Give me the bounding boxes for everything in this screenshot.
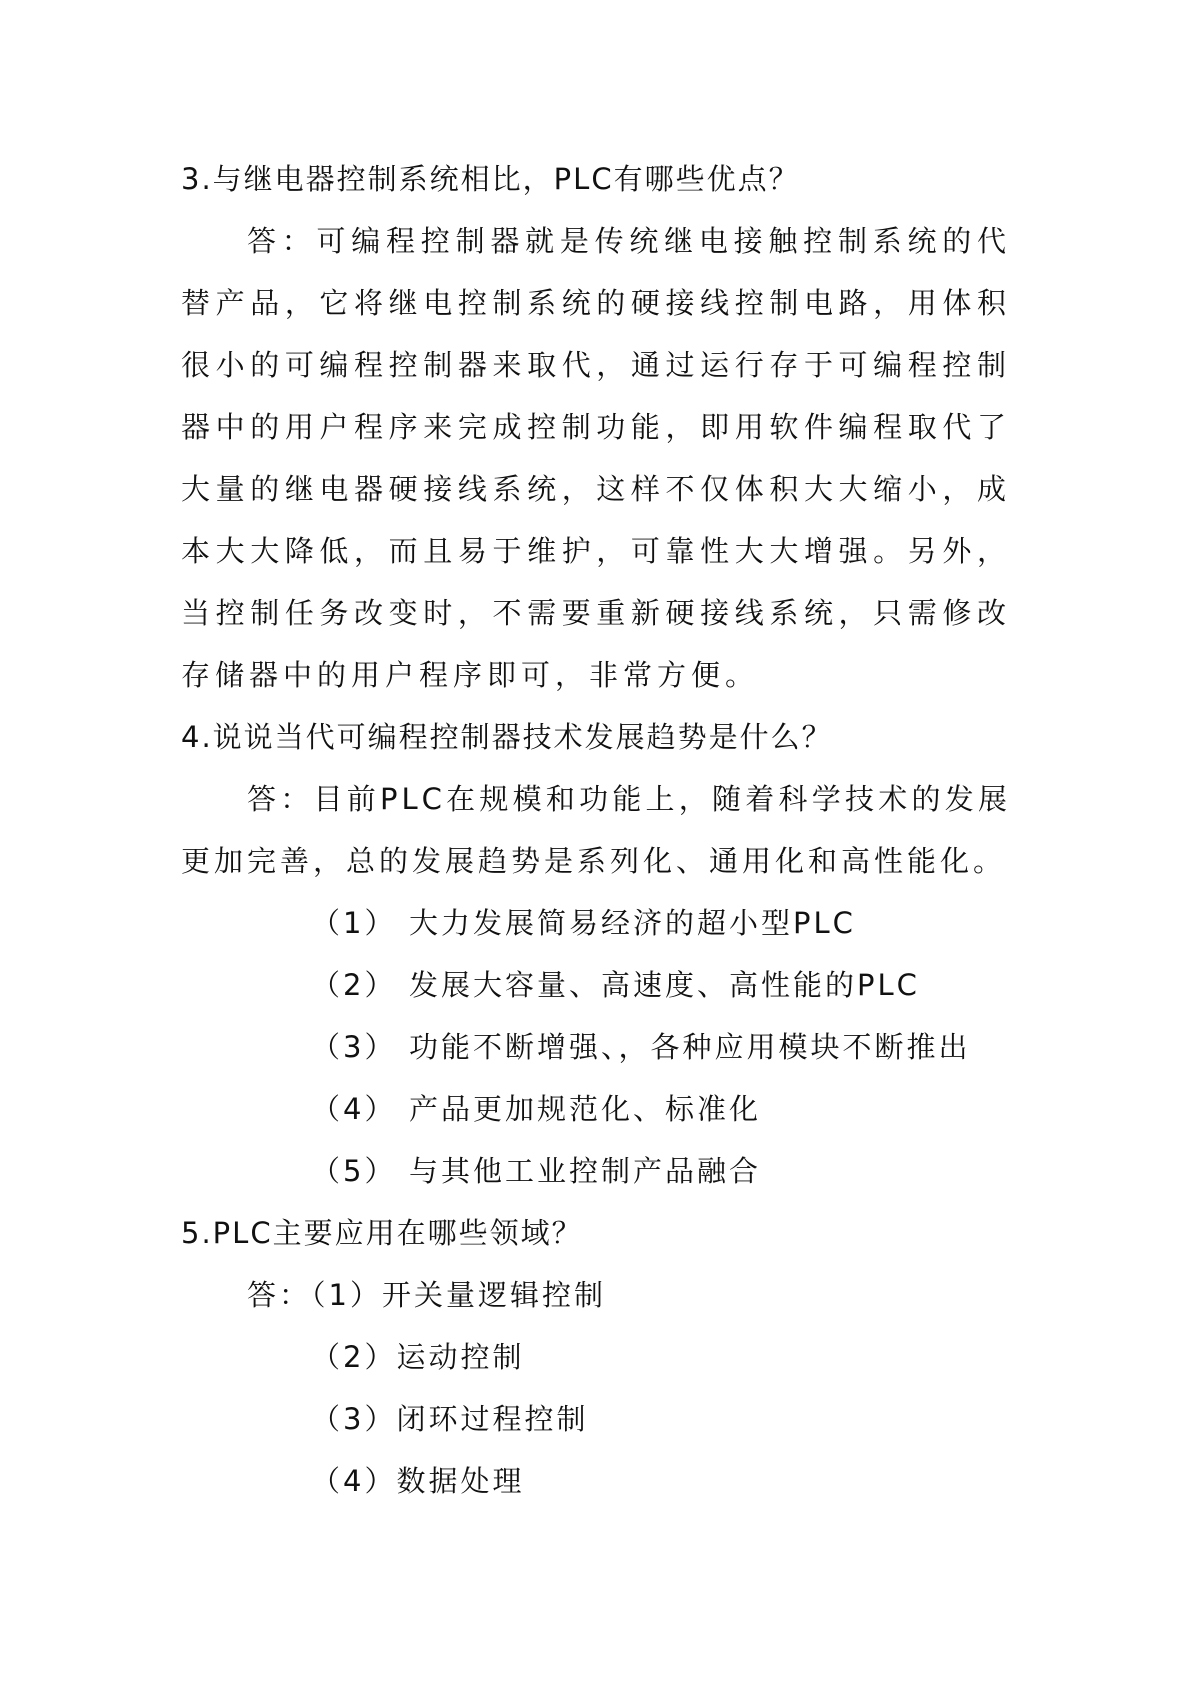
question-4: 4.说说当代可编程控制器技术发展趋势是什么？	[181, 720, 833, 754]
application-item: （4）数据处理	[311, 1464, 525, 1498]
trend-item-text: 发展大容量、高速度、高性能的PLC	[409, 968, 920, 1002]
trend-item-number: （1）	[311, 906, 397, 940]
trend-item-text: 功能不断增强、，各种应用模块不断推出	[409, 1030, 971, 1064]
trend-item-number: （5）	[311, 1154, 397, 1188]
answer-4: 答：目前PLC在规模和功能上，随着科学技术的发展更加完善，总的发展趋势是系列化、通用化和高性能化。	[181, 782, 1011, 878]
trend-item-number: （3）	[311, 1030, 397, 1064]
application-item: （2）运动控制	[311, 1340, 525, 1374]
question-3: 3.与继电器控制系统相比，PLC有哪些优点？	[181, 162, 800, 196]
question-5: 5.PLC主要应用在哪些领域？	[181, 1216, 583, 1250]
document-content	[181, 148, 1011, 1512]
trend-item-number: （2）	[311, 968, 397, 1002]
trend-item	[181, 1016, 1011, 1078]
trend-item-text: 与其他工业控制产品融合	[409, 1154, 762, 1188]
trend-item	[181, 954, 1011, 1016]
answer-3: 答：可编程控制器就是传统继电接触控制系统的代替产品，它将继电控制系统的硬接线控制电路，用体积很小的可编程控制器来取代，通过运行存于可编程控制器中的用户程序来完成控制功能，即用软件编程取代了大量的继电器硬接线系统，这样不仅体积大大缩小，成本大大降低，而且易于维护，可靠性大大增强。另外，当控制任务改变时，不需要重新硬接线系统，只需修改存储器中的用户程序即可，非常方便。	[181, 224, 1011, 692]
answer-5-first: 答：（1）开关量逻辑控制	[247, 1278, 606, 1312]
trend-item-text: 大力发展简易经济的超小型PLC	[409, 906, 856, 940]
trend-item	[181, 1140, 1011, 1202]
trend-item	[181, 1078, 1011, 1140]
trend-item-text: 产品更加规范化、标准化	[409, 1092, 762, 1126]
trend-item-number: （4）	[311, 1092, 397, 1126]
trend-item	[181, 892, 1011, 954]
application-item: （3）闭环过程控制	[311, 1402, 589, 1436]
